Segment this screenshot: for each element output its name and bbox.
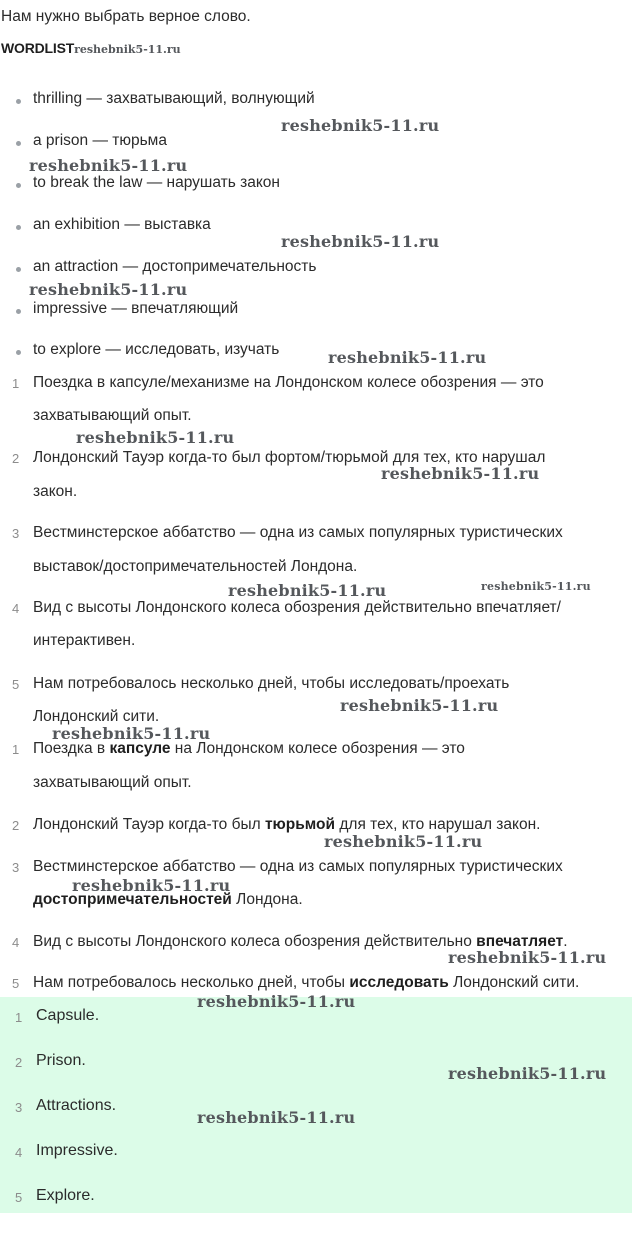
item-number: 1: [12, 376, 20, 391]
bullet-icon: [16, 309, 21, 314]
item-number: 4: [12, 601, 20, 616]
item-number: 2: [12, 451, 20, 466]
bullet-icon: [16, 141, 21, 146]
text-run: Лондонский Тауэр когда-то был: [33, 816, 265, 833]
answer-text: Attractions.: [36, 1097, 117, 1114]
task-line: Вид с высоты Лондонского колеса обозрения действительно впечатляет/: [33, 599, 561, 616]
watermark: reshebnik5-11.ru: [197, 1108, 356, 1127]
watermark: reshebnik5-11.ru: [281, 232, 440, 251]
item-number: 1: [15, 1010, 23, 1025]
text-run: Вид с высоты Лондонского колеса обозрения действительно: [33, 933, 477, 950]
item-number: 4: [15, 1145, 23, 1160]
bullet-icon: [16, 183, 21, 188]
task-line: интерактивен.: [33, 632, 136, 649]
text-run: Поездка в: [33, 740, 110, 757]
item-number: 3: [12, 526, 20, 541]
list-item: impressive — впечатляющий: [33, 300, 239, 317]
text-run: для тех, кто нарушал закон.: [335, 816, 541, 833]
solution-line: [33, 974, 579, 992]
text-run: на Лондонском колесе обозрения — это: [170, 740, 465, 757]
watermark: reshebnik5-11.ru: [328, 348, 487, 367]
solution-line: Вестминстерское аббатство — одна из самых популярных туристических: [33, 858, 563, 875]
answer-text: Impressive.: [36, 1142, 118, 1159]
watermark: reshebnik5-11.ru: [324, 832, 483, 851]
item-number: 2: [12, 818, 20, 833]
list-item: an exhibition — выставка: [33, 216, 211, 233]
bullet-icon: [16, 267, 21, 272]
item-number: 3: [12, 860, 20, 875]
bullet-icon: [16, 350, 21, 355]
heading-watermark: reshebnik5-11.ru: [74, 43, 181, 56]
watermark: reshebnik5-11.ru: [481, 580, 591, 593]
watermark: reshebnik5-11.ru: [448, 948, 607, 967]
watermark: reshebnik5-11.ru: [29, 280, 188, 299]
list-item: a prison — тюрьма: [33, 132, 167, 149]
wordlist-heading: [1, 40, 181, 56]
list-item: to explore — исследовать, изучать: [33, 341, 280, 358]
answer-text: Capsule.: [36, 1007, 100, 1024]
watermark: reshebnik5-11.ru: [228, 581, 387, 600]
answer-word: достопримечательностей: [33, 891, 232, 908]
watermark: reshebnik5-11.ru: [381, 464, 540, 483]
task-line: Лондонский Тауэр когда-то был фортом/тюрьмой для тех, кто нарушал: [33, 449, 546, 466]
answer-word: впечатляет: [476, 933, 564, 950]
item-number: 4: [12, 935, 20, 950]
task-line: Поездка в капсуле/механизме на Лондонском колесе обозрения — это: [33, 374, 544, 391]
task-line: захватывающий опыт.: [33, 407, 192, 424]
watermark: reshebnik5-11.ru: [448, 1064, 607, 1083]
item-number: 3: [15, 1100, 23, 1115]
task-line: Вестминстерское аббатство — одна из самых популярных туристических: [33, 524, 563, 541]
text-run: .: [563, 933, 568, 950]
list-item: to break the law — нарушать закон: [33, 174, 280, 191]
watermark: reshebnik5-11.ru: [29, 156, 188, 175]
answer-word: капсуле: [109, 740, 171, 757]
item-number: 5: [15, 1190, 23, 1205]
list-item: thrilling — захватывающий, волнующий: [33, 90, 315, 107]
task-line: Нам потребовалось несколько дней, чтобы исследовать/проехать: [33, 675, 510, 692]
answer-text: Explore.: [36, 1187, 95, 1204]
wordlist-heading-label: WORDLIST: [1, 40, 75, 56]
text-run: Лондона.: [231, 891, 303, 908]
watermark: reshebnik5-11.ru: [197, 992, 356, 1011]
solution-line: [33, 774, 192, 792]
task-line: закон.: [33, 483, 78, 500]
bullet-icon: [16, 225, 21, 230]
task-line: выставок/достопримечательностей Лондона.: [33, 558, 358, 575]
answer-word: тюрьмой: [264, 816, 336, 833]
watermark: reshebnik5-11.ru: [76, 428, 235, 447]
watermark: reshebnik5-11.ru: [52, 724, 211, 743]
item-number: 5: [12, 677, 20, 692]
watermark: reshebnik5-11.ru: [72, 876, 231, 895]
text-run: захватывающий опыт.: [33, 774, 192, 791]
text-run: Лондонский сити.: [448, 974, 580, 991]
answer-text: Prison.: [36, 1052, 86, 1069]
watermark: reshebnik5-11.ru: [281, 116, 440, 135]
item-number: 2: [15, 1055, 23, 1070]
item-number: 1: [12, 742, 20, 757]
watermark: reshebnik5-11.ru: [340, 696, 499, 715]
list-item: an attraction — достопримечательность: [33, 258, 317, 275]
text-run: Нам потребовалось несколько дней, чтобы: [33, 974, 350, 991]
answer-word: исследовать: [349, 974, 449, 991]
task-line: Лондонский сити.: [33, 708, 160, 725]
intro-text: Нам нужно выбрать верное слово.: [1, 8, 251, 25]
bullet-icon: [16, 99, 21, 104]
item-number: 5: [12, 976, 20, 991]
